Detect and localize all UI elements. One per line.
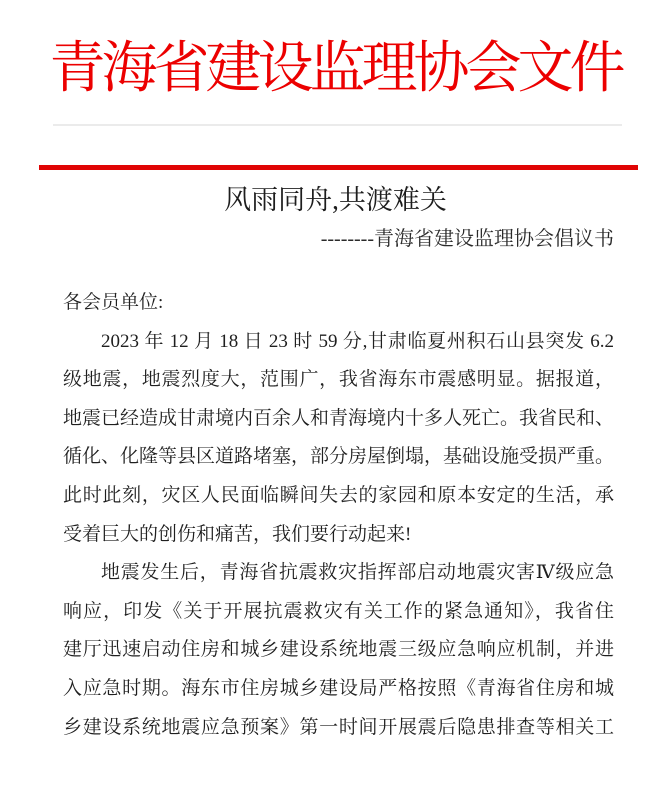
paragraph [63,323,614,555]
header-thin-divider [53,124,622,126]
document-content [63,224,614,747]
text-line: 响应，印发《关于开展抗震救灾有关工作的紧急通知》，我省住 [63,600,614,622]
text-line: 乡建设系统地震应急预案》第一时间开展震后隐患排查等相关工 [63,716,614,738]
text-line: 地震发生后，青海省抗震救灾指挥部启动地震灾害Ⅳ级应急 [101,562,614,584]
red-header-rule [39,165,638,170]
text-line: 入应急时期。海东市住房城乡建设局严格按照《青海省住房和城 [63,677,614,699]
document-subtitle: --------青海省建设监理协会倡议书 [320,228,614,250]
document-body [63,284,614,747]
text-line: 建厅迅速启动住房和城乡建设系统地震三级应急响应机制，并进 [63,639,614,661]
text-line: 此时此刻，灾区人民面临瞬间失去的家园和原本安定的生活，承 [63,484,614,506]
document-title: 风雨同舟,共渡难关 [224,185,447,215]
text-line: 级地震，地震烈度大，范围广，我省海东市震感明显。据报道， [63,369,614,391]
paragraph [63,554,614,747]
salutation: 各会员单位: [63,292,164,313]
text-line: 2023 年 12 月 18 日 23 时 59 分,甘肃临夏州积石山县突发 6.2 [101,330,614,352]
red-header-org-title: 青海省建设监理协会文件 [49,38,622,100]
text-line: 循化、化隆等县区道路堵塞，部分房屋倒塌，基础设施受损严重。 [63,446,614,468]
text-line: 受着巨大的创伤和痛苦，我们要行动起来! [63,523,412,545]
text-line: 地震已经造成甘肃境内百余人和青海境内十多人死亡。我省民和、 [63,407,614,429]
